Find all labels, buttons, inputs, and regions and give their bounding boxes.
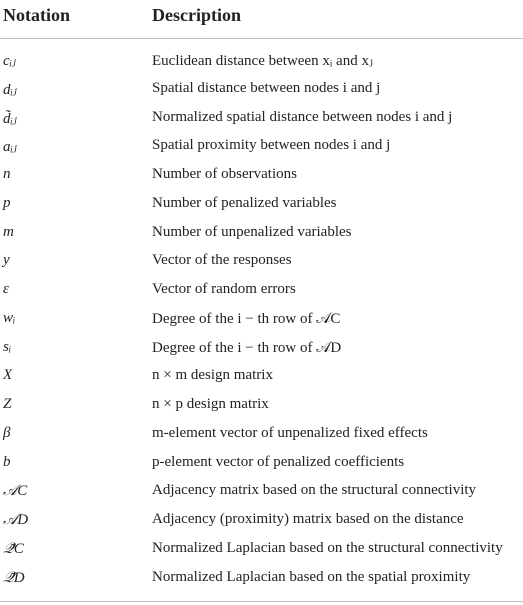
notation-cell: β bbox=[3, 424, 11, 441]
description-cell: Normalized Laplacian based on the structural connectivity bbox=[152, 539, 503, 556]
table-row bbox=[0, 306, 523, 335]
table-row bbox=[0, 191, 523, 220]
description-cell: Number of penalized variables bbox=[152, 194, 337, 211]
description-cell: p-element vector of penalized coefficients bbox=[152, 453, 405, 470]
notation-cell: y bbox=[3, 252, 10, 269]
notation-cell: n bbox=[3, 166, 11, 182]
notation-cell: m bbox=[3, 223, 14, 240]
description-cell: Number of unpenalized variables bbox=[152, 223, 352, 240]
table-row bbox=[0, 392, 523, 421]
notation-cell: wᵢ bbox=[3, 309, 16, 326]
notation-cell: b bbox=[3, 453, 11, 470]
description-cell: Adjacency (proximity) matrix based on the distance bbox=[152, 511, 464, 527]
notation-cell: d̃ᵢⱼ bbox=[3, 110, 17, 127]
notation-cell: aᵢⱼ bbox=[3, 139, 17, 156]
notation-cell: dᵢⱼ bbox=[3, 81, 17, 98]
description-cell: n × p design matrix bbox=[152, 396, 269, 412]
description-cell: n × m design matrix bbox=[152, 367, 273, 384]
notation-cell: X bbox=[3, 367, 13, 384]
notation-cell: Z bbox=[3, 396, 12, 412]
table-row bbox=[0, 536, 523, 565]
description-cell: Euclidean distance between xᵢ and xⱼ bbox=[152, 53, 373, 69]
description-cell: Normalized spatial distance between nodes i and j bbox=[152, 108, 453, 125]
header-divider bbox=[0, 38, 523, 39]
table-bottom-rule bbox=[0, 601, 523, 602]
description-cell: Number of observations bbox=[152, 166, 297, 182]
table-body bbox=[0, 47, 523, 593]
notation-cell: 𝒬̃C bbox=[3, 540, 24, 557]
description-cell: Spatial distance between nodes i and j bbox=[152, 79, 381, 96]
notation-cell: 𝒜D bbox=[3, 512, 29, 528]
description-cell: Degree of the i − th row of 𝒜C bbox=[152, 310, 341, 327]
notation-cell: ε bbox=[3, 281, 9, 297]
table-row bbox=[0, 76, 523, 105]
description-cell: Normalized Laplacian based on the spatial proximity bbox=[152, 568, 471, 585]
description-cell: Vector of random errors bbox=[152, 281, 296, 297]
table-row bbox=[0, 248, 523, 277]
table-row bbox=[0, 565, 523, 594]
table-row bbox=[0, 507, 523, 536]
notation-cell: p bbox=[3, 194, 11, 211]
header-description: Description bbox=[152, 5, 241, 25]
table-row bbox=[0, 277, 523, 306]
notation-cell: cᵢⱼ bbox=[3, 53, 16, 69]
table-row bbox=[0, 162, 523, 191]
description-cell: Vector of the responses bbox=[152, 252, 292, 269]
table-row bbox=[0, 421, 523, 450]
table-row bbox=[0, 133, 523, 162]
notation-cell: sᵢ bbox=[3, 338, 12, 355]
header-notation: Notation bbox=[3, 5, 70, 25]
description-cell: Spatial proximity between nodes i and j bbox=[152, 137, 391, 154]
description-cell: Degree of the i − th row of 𝒜D bbox=[152, 339, 342, 356]
table-row bbox=[0, 478, 523, 507]
table-row bbox=[0, 450, 523, 479]
table-row bbox=[0, 47, 523, 76]
table-row bbox=[0, 363, 523, 392]
notation-cell: 𝒜C bbox=[3, 483, 28, 500]
description-cell: Adjacency matrix based on the structural connectivity bbox=[152, 482, 477, 499]
table-row bbox=[0, 105, 523, 134]
table-row bbox=[0, 335, 523, 364]
table-header bbox=[0, 4, 523, 34]
notation-cell: 𝒬̃D bbox=[3, 569, 25, 586]
description-cell: m-element vector of unpenalized fixed effects bbox=[152, 424, 428, 441]
table-row bbox=[0, 220, 523, 249]
